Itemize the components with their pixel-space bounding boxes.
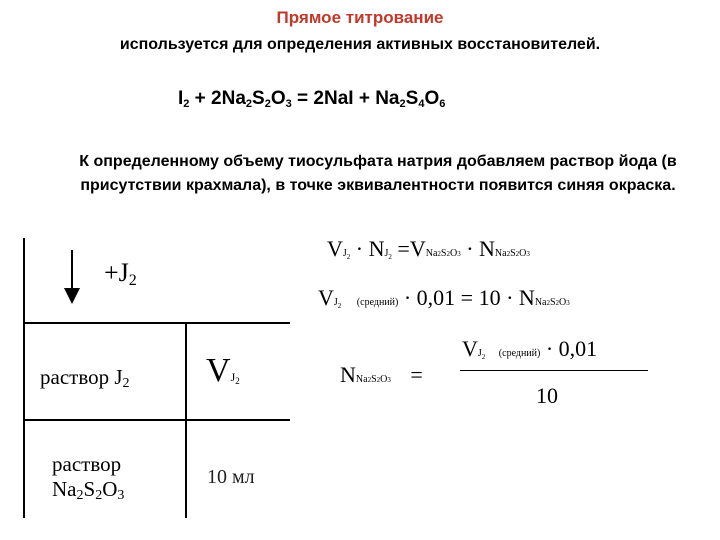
table-row-divider xyxy=(23,419,290,421)
page-title: Прямое титрование xyxy=(276,8,444,27)
row3-label-line1: раствор xyxy=(52,452,122,476)
equation-3-numerator: VJ2 (средний) · 0,01 xyxy=(462,336,598,361)
description-text: К определенному объему тиосульфата натрия добавляем раствор йода (в присутствии крахмала), в точке эквивалентности появится синяя окраска. xyxy=(79,153,677,194)
table-row-divider xyxy=(23,322,290,324)
equation-3-lhs: NNa2S2O3 = xyxy=(340,362,423,387)
page-subtitle: используется для определения активных восстановителей. xyxy=(119,36,601,53)
equation-1: VJ2 · NJ2 =VNa2S2O3 · NNa2S2O3 xyxy=(327,236,530,261)
down-arrow-head xyxy=(64,288,80,304)
row2-label: раствор J2 xyxy=(40,365,130,391)
equation-3-denominator: 10 xyxy=(536,383,558,408)
row1-label: +J2 xyxy=(104,258,137,289)
row3-label-line2: Na2S2O3 xyxy=(52,477,125,503)
down-arrow-icon xyxy=(71,250,73,292)
table-left-border xyxy=(23,238,25,518)
row3-value: 10 мл xyxy=(207,466,255,488)
row2-value: VJ2 xyxy=(206,352,240,389)
equation-2: VJ2 (средний) · 0,01 = 10 · NNa2S2O3 xyxy=(318,285,570,310)
reaction-equation: $I_2 + 2Na_2S_2O_3 = 2NaI + Na_2S_4O_6$ xyxy=(178,88,446,110)
fraction-bar xyxy=(460,370,648,371)
